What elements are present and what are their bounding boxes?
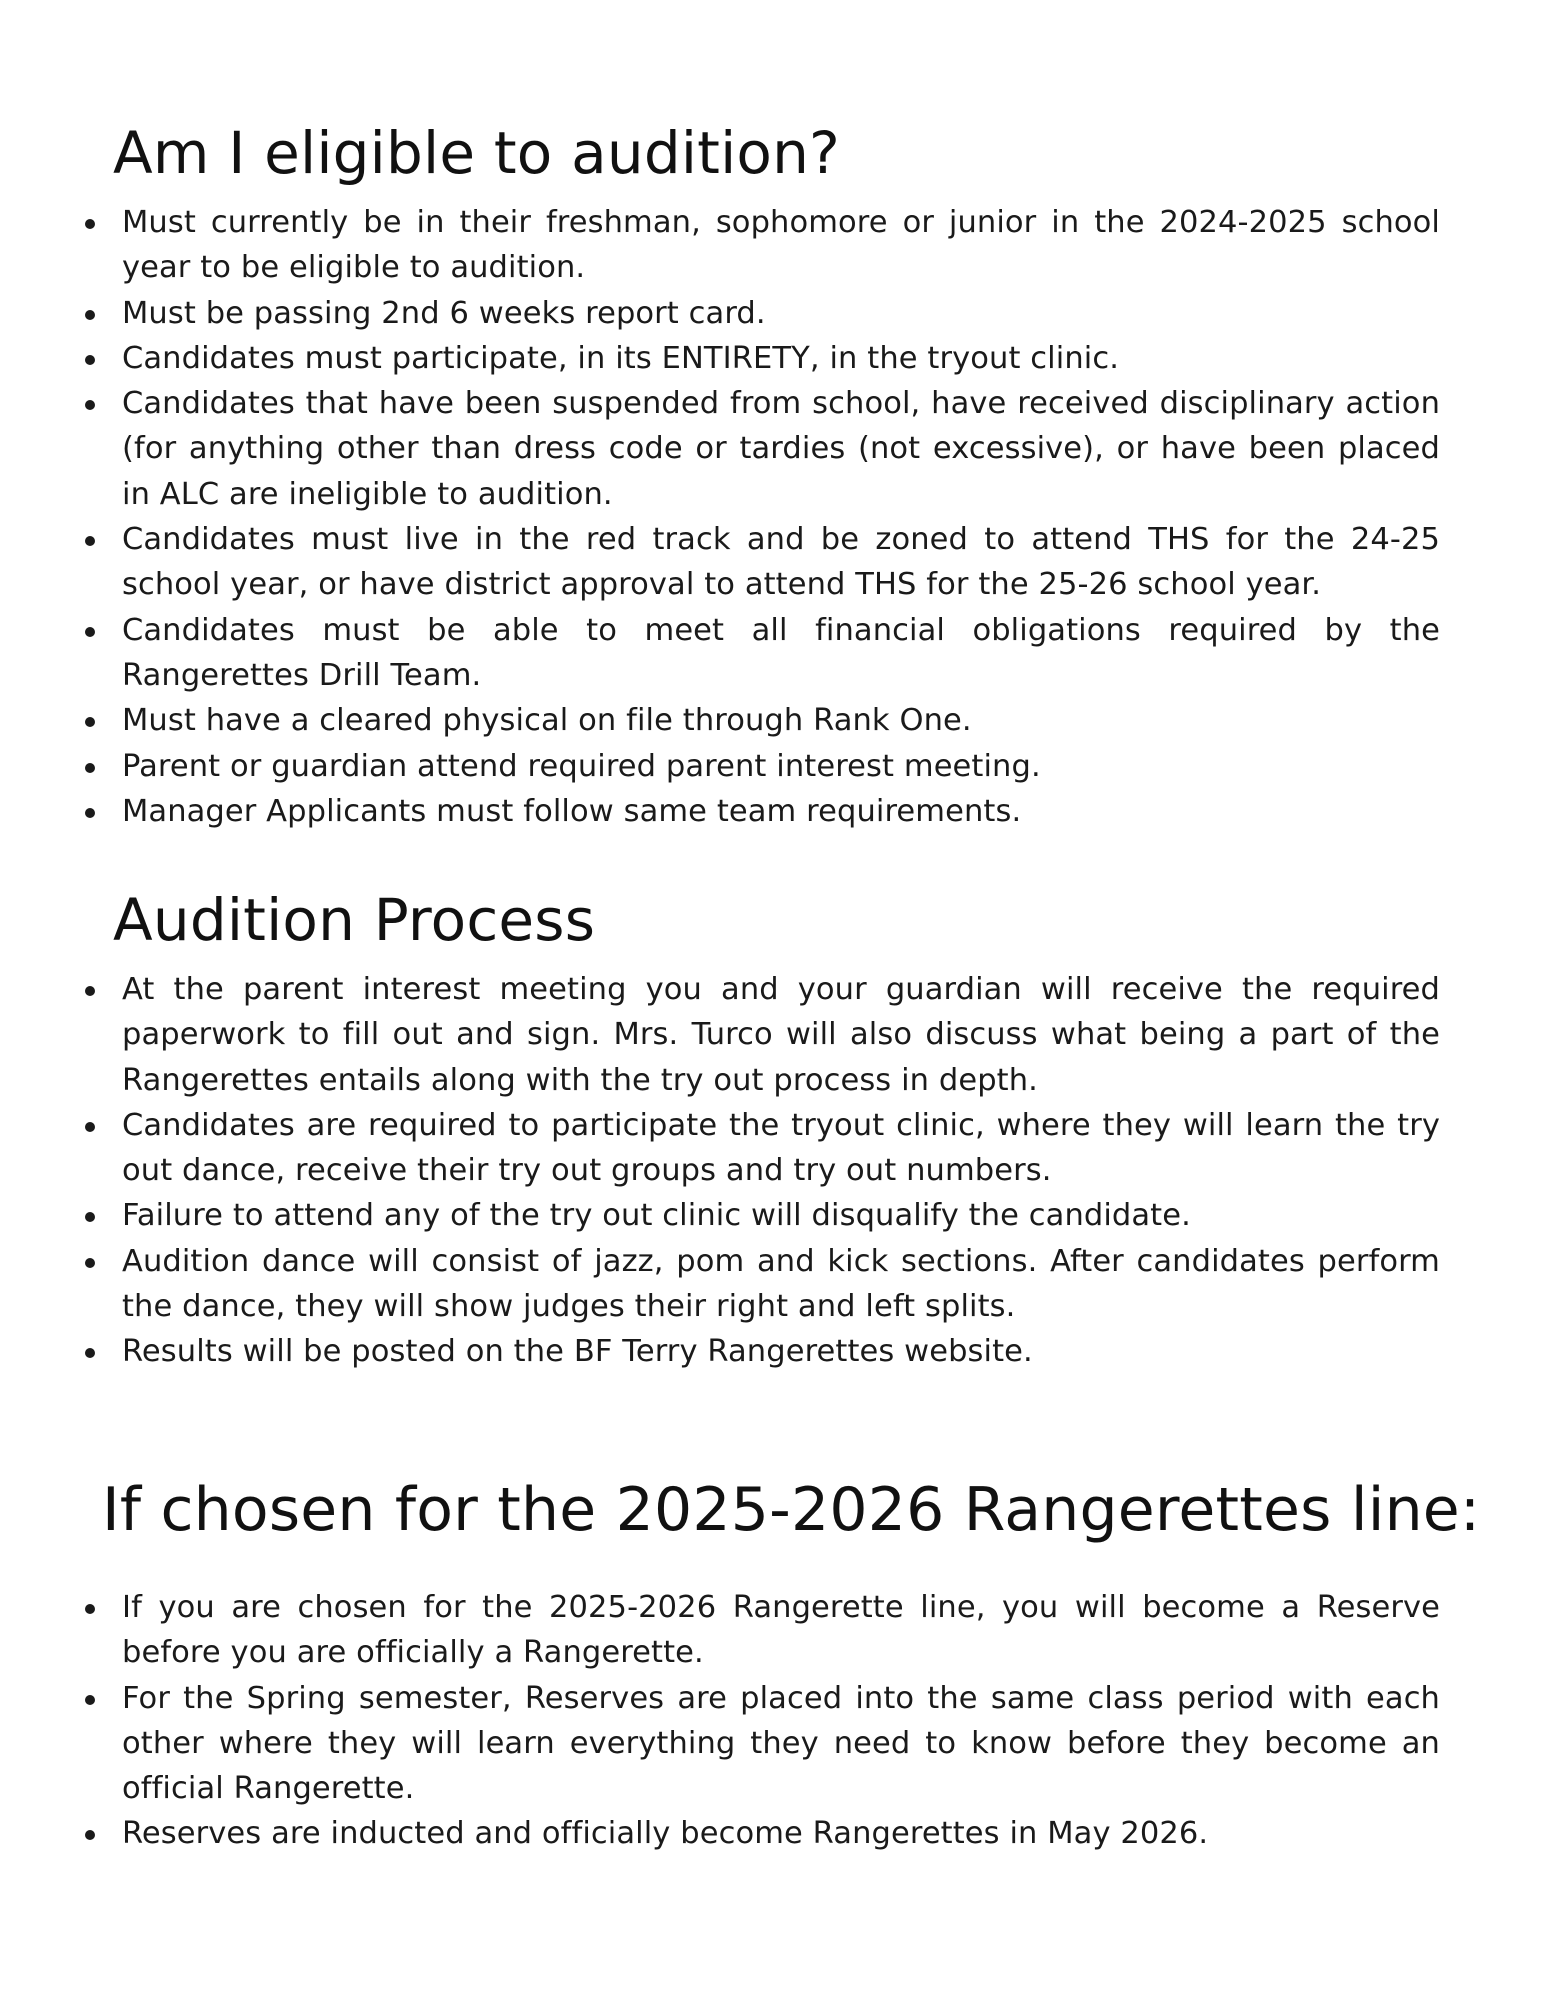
bullet-icon — [85, 1348, 95, 1358]
bullet-icon — [85, 536, 95, 546]
bullet-icon — [85, 763, 95, 773]
list-item-text: Failure to attend any of the try out clinic will disqualify the candidate. — [122, 1198, 1191, 1234]
list-item-text: Candidates that have been suspended from school, have received disciplinary action (for anything other than dress code or tardies (not excessive), or have been placed in ALC are ineligible to audition. — [122, 386, 1440, 512]
list-item — [122, 200, 1440, 291]
process-section — [0, 885, 1545, 1375]
list-item-text: Candidates must participate, in its ENTIRETY, in the tryout clinic. — [122, 340, 1119, 376]
bullet-icon — [85, 1695, 95, 1705]
list-item — [122, 608, 1440, 699]
list-item — [122, 1329, 1440, 1374]
list-item-text: Must have a cleared physical on file through Rank One. — [122, 703, 972, 739]
bullet-icon — [85, 1258, 95, 1268]
bullet-icon — [85, 986, 95, 996]
list-item-text: Candidates must live in the red track and be zoned to attend THS for the 24-25 school year, or have district approval to attend THS for the 25-26 school year. — [122, 522, 1440, 603]
eligibility-section — [0, 118, 1545, 834]
bullet-icon — [85, 1212, 95, 1222]
list-item — [122, 517, 1440, 608]
list-item — [122, 1193, 1440, 1238]
list-item-text: Must be passing 2nd 6 weeks report card. — [122, 295, 766, 331]
list-item — [122, 698, 1440, 743]
list-item-text: Must currently be in their freshman, sophomore or junior in the 2024-2025 school year to be eligible to audition. — [122, 205, 1440, 286]
chosen-heading: If chosen for the 2025-2026 Rangerettes line: — [102, 1475, 1481, 1545]
list-item — [122, 1811, 1440, 1856]
bullet-icon — [85, 1830, 95, 1840]
list-item-text: Parent or guardian attend required parent interest meeting. — [122, 748, 1041, 784]
chosen-list — [0, 1585, 1545, 1857]
list-item — [122, 1103, 1440, 1194]
bullet-icon — [85, 355, 95, 365]
list-item — [122, 1676, 1440, 1812]
list-item-text: Results will be posted on the BF Terry Rangerettes website. — [122, 1334, 1033, 1370]
eligibility-list — [0, 200, 1545, 834]
bullet-icon — [85, 717, 95, 727]
chosen-section — [0, 1475, 1545, 1857]
list-item — [122, 336, 1440, 381]
list-item — [122, 381, 1440, 517]
bullet-icon — [85, 627, 95, 637]
list-item — [122, 1239, 1440, 1330]
process-list — [0, 967, 1545, 1375]
list-item-text: Audition dance will consist of jazz, pom and kick sections. After candidates perform the dance, they will show judges their right and left splits. — [122, 1243, 1440, 1325]
list-item — [122, 744, 1440, 789]
list-item — [122, 291, 1440, 336]
process-heading: Audition Process — [113, 886, 596, 954]
list-item-text: At the parent interest meeting you and your guardian will receive the required paperwork to fill out and sign. Mrs. Turco will also discuss what being a part of the Rangerettes entails along with the try out process in depth. — [122, 972, 1440, 1098]
list-item-text: For the Spring semester, Reserves are placed into the same class period with each other where they will learn everything they need to know before they become an official Rangerette. — [122, 1680, 1440, 1807]
list-item — [122, 1585, 1440, 1676]
eligibility-heading: Am I eligible to audition? — [113, 119, 841, 187]
bullet-icon — [85, 1122, 95, 1132]
bullet-icon — [85, 400, 95, 410]
list-item — [122, 789, 1440, 834]
bullet-icon — [85, 310, 95, 320]
list-item-text: Reserves are inducted and officially become Rangerettes in May 2026. — [122, 1816, 1209, 1852]
bullet-icon — [85, 219, 95, 229]
bullet-icon — [85, 1604, 95, 1614]
bullet-icon — [85, 808, 95, 818]
list-item-text: Candidates must be able to meet all financial obligations required by the Rangerettes Drill Team. — [122, 612, 1440, 693]
list-item-text: Manager Applicants must follow same team requirements. — [122, 793, 1022, 829]
list-item-text: Candidates are required to participate the tryout clinic, where they will learn the try out dance, receive their try out groups and try out numbers. — [122, 1107, 1440, 1189]
list-item — [122, 967, 1440, 1103]
list-item-text: If you are chosen for the 2025-2026 Rangerette line, you will become a Reserve before you are officially a Rangerette. — [122, 1590, 1440, 1671]
